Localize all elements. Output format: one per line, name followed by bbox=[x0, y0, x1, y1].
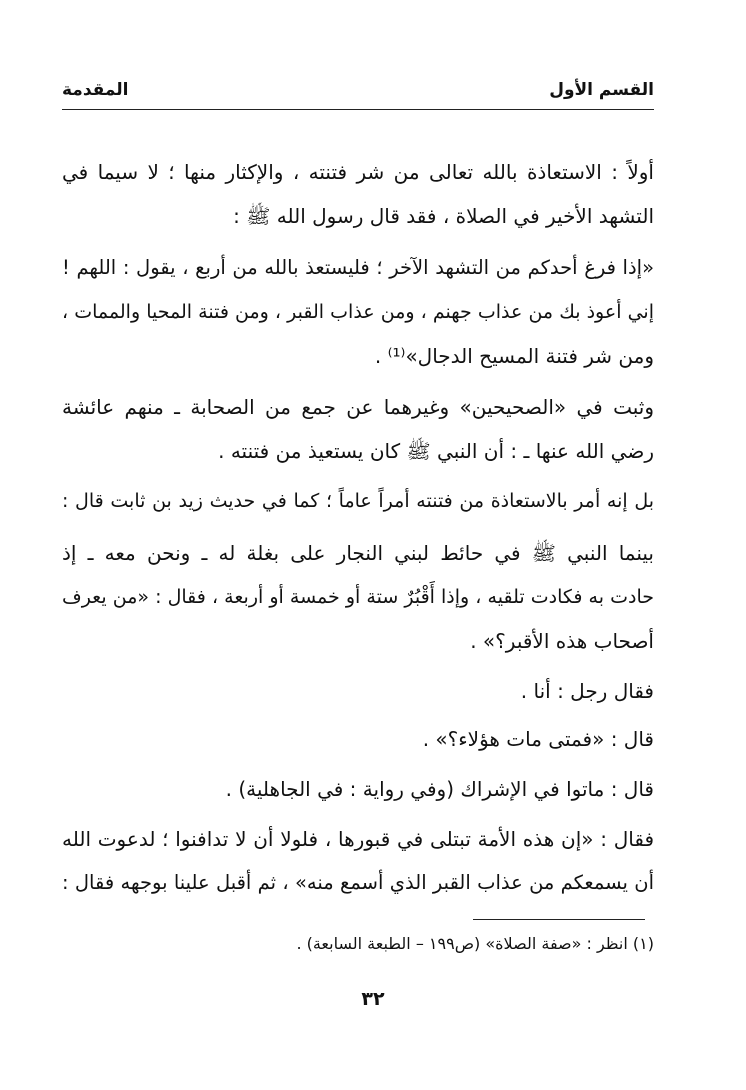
body-line: «إذا فرغ أحدكم من التشهد الآخر ؛ فليستعذ بالله من أربع ، يقول : اللهم ! bbox=[62, 256, 654, 279]
body-line: بل إنه أمر بالاستعاذة من فتنته أمراً عاماً ؛ كما في حديث زيد بن ثابت قال : bbox=[62, 490, 654, 512]
body-line: قال : ماتوا في الإشراك (وفي رواية : في الجاهلية) . bbox=[225, 777, 654, 801]
body-line: أولاً : الاستعاذة بالله تعالى من شر فتنته ، والإكثار منها ؛ لا سيما في bbox=[62, 160, 654, 184]
body-line: إني أعوذ بك من عذاب جهنم ، ومن عذاب القبر ، ومن فتنة المحيا والممات ، bbox=[62, 301, 654, 323]
body-line: بينما النبي ﷺ في حائط لبني النجار على بغلة له ـ ونحن معه ـ إذ bbox=[62, 541, 654, 565]
body-line: أن يسمعكم من عذاب القبر الذي أسمع منه» ، ثم أقبل علينا بوجهه فقال : bbox=[62, 871, 654, 894]
body-line: وثبت في «الصحيحين» وغيرهما عن جمع من الصحابة ـ منهم عائشة bbox=[62, 395, 654, 419]
header-rule bbox=[62, 109, 654, 110]
body-line: فقال رجل : أنا . bbox=[520, 679, 654, 703]
chapter-title: المقدمة bbox=[62, 80, 129, 100]
body-line: حادت به فكادت تلقيه ، وإذا أَقْبُرٌ ستة أو خمسة أو أربعة ، فقال : «من يعرف bbox=[62, 586, 654, 608]
body-line: أصحاب هذه الأقبر؟» . bbox=[470, 629, 654, 653]
body-line: قال : «فمتى مات هؤلاء؟» . bbox=[422, 727, 654, 751]
body-line: رضي الله عنها ـ : أن النبي ﷺ كان يستعيذ من فتنته . bbox=[218, 439, 654, 463]
running-header bbox=[62, 80, 654, 108]
footnote-rule bbox=[473, 919, 645, 920]
body-line: ومن شر فتنة المسيح الدجال»⁽¹⁾ . bbox=[374, 344, 654, 368]
section-title: القسم الأول bbox=[549, 80, 654, 100]
body-line: فقال : «إن هذه الأمة تبتلى في قبورها ، فلولا أن لا تدافنوا ؛ لدعوت الله bbox=[62, 827, 654, 851]
body-line: التشهد الأخير في الصلاة ، فقد قال رسول الله ﷺ : bbox=[233, 204, 654, 228]
page-number: ٣٢ bbox=[361, 988, 385, 1010]
footnote: (١) انظر : «صفة الصلاة» (ص١٩٩ – الطبعة السابعة) . bbox=[296, 934, 654, 953]
